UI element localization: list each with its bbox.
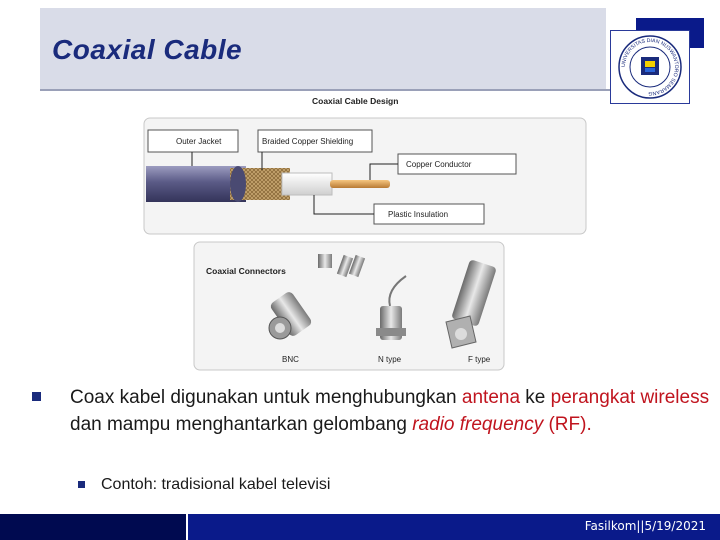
bullet-square-icon: [32, 392, 41, 401]
term-perangkat-wireless: perangkat wireless: [550, 387, 710, 408]
term-radio-frequency: radio frequency: [412, 414, 544, 435]
coaxial-diagram: [130, 94, 600, 374]
title-underline: [40, 89, 610, 91]
footer-text: Fasilkom||5/19/2021: [584, 519, 706, 533]
term-rf: (RF).: [548, 414, 592, 435]
copper-conductor-section: [330, 180, 390, 188]
footer-bar: [0, 514, 720, 540]
sub-bullet: Contoh: tradisional kabel televisi: [78, 476, 330, 494]
plastic-insulation-section: [282, 173, 332, 195]
logo-ring-text: UNIVERSITAS DIAN NUSWANTORO SEMARANG: [620, 37, 680, 97]
label-plastic-insulation: Plastic Insulation: [388, 210, 449, 219]
label-copper-conductor: Copper Conductor: [406, 160, 472, 169]
connectors-title: Coaxial Connectors: [206, 266, 286, 276]
label-outer-jacket: Outer Jacket: [176, 137, 222, 146]
slide-title: Coaxial Cable: [52, 34, 243, 65]
main-bullet: Coax kabel digunakan untuk menghubungkan antena ke perangkat wireless dan mampu menghantarkan gelombang radio frequency (RF).: [30, 384, 710, 438]
term-antena: antena: [461, 387, 521, 408]
label-n-type: N type: [378, 355, 402, 364]
label-f-type: F type: [468, 355, 491, 364]
sub-bullet-square-icon: [78, 481, 85, 488]
university-seal-icon: [611, 31, 689, 103]
label-bnc: BNC: [282, 355, 299, 364]
design-title: Coaxial Cable Design: [312, 96, 399, 106]
university-logo: [610, 30, 690, 104]
label-braided-shielding: Braided Copper Shielding: [262, 137, 354, 146]
